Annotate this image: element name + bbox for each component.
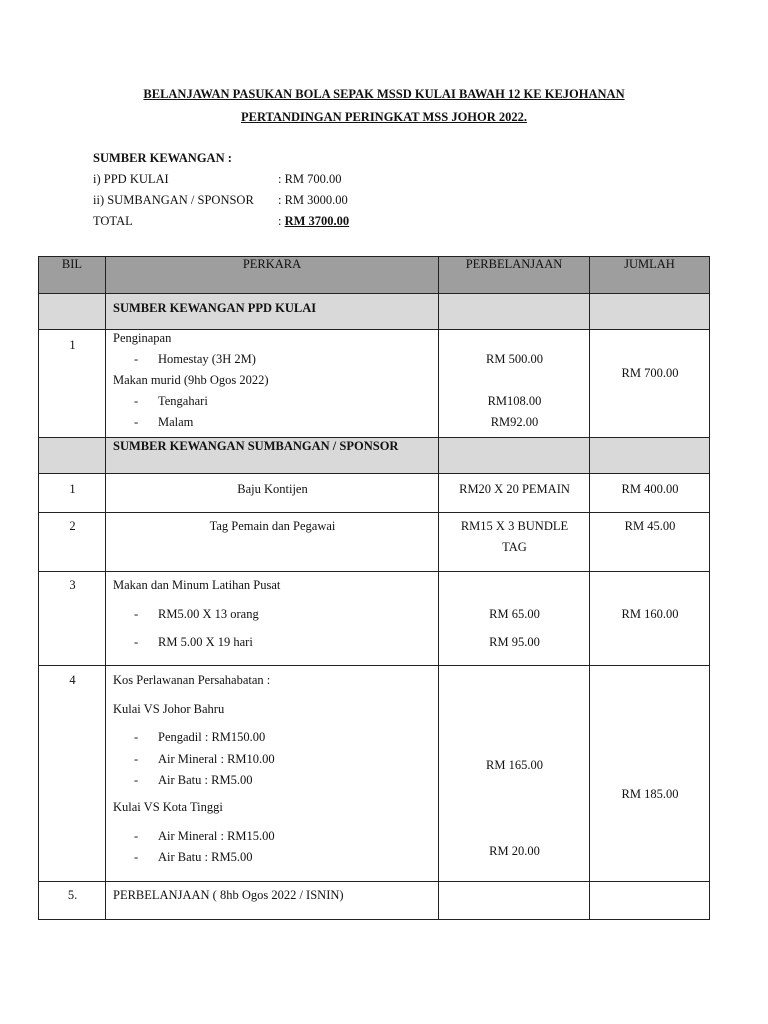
- funding-heading: SUMBER KEWANGAN :: [93, 151, 232, 165]
- empty-cell: [439, 882, 590, 920]
- dash-bullet: -: [134, 415, 139, 429]
- dash-bullet: -: [134, 394, 139, 408]
- item-text: Air Batu : RM5.00: [158, 773, 253, 787]
- empty-cell: [590, 882, 710, 920]
- table-row: [39, 330, 710, 438]
- funding-label: TOTAL: [93, 214, 133, 228]
- funding-value: : RM 700.00: [278, 172, 342, 186]
- item-text: Homestay (3H 2M): [158, 352, 256, 366]
- item-heading: Kos Perlawanan Persahabatan :: [113, 673, 271, 687]
- funding-value: : RM 3000.00: [278, 193, 348, 207]
- funding-row-ppd: [93, 172, 493, 190]
- dash-bullet: -: [134, 850, 139, 864]
- total-value: RM 700.00: [621, 366, 679, 380]
- funding-label: i) PPD KULAI: [93, 172, 169, 186]
- section-empty-cell: [39, 294, 106, 330]
- cost-value: RM108.00: [487, 394, 542, 408]
- section-empty-cell: [439, 438, 590, 474]
- table-row: [39, 666, 710, 882]
- row-bil: 2: [69, 519, 76, 533]
- cost-value: RM 65.00: [489, 607, 540, 621]
- header-perbelanjaan: PERBELANJAAN: [439, 257, 590, 294]
- cost-value: RM 165.00: [486, 758, 543, 772]
- header-bil: BIL: [39, 257, 106, 294]
- funding-total-value: [278, 214, 349, 229]
- table-row: [39, 572, 710, 666]
- table-row: [39, 474, 710, 513]
- item-text: PERBELANJAAN ( 8hb Ogos 2022 / ISNIN): [113, 888, 344, 902]
- funding-total-amount: RM 3700.00: [284, 214, 350, 228]
- match-heading: Kulai VS Johor Bahru: [113, 702, 225, 716]
- dash-bullet: -: [134, 635, 139, 649]
- funding-label: ii) SUMBANGAN / SPONSOR: [93, 193, 254, 207]
- section-row-ppd: [39, 294, 710, 330]
- item-text: RM 5.00 X 19 hari: [158, 635, 253, 649]
- section-empty-cell: [590, 438, 710, 474]
- section-label: [106, 294, 439, 330]
- dash-bullet: -: [134, 752, 139, 766]
- item-text: Air Batu : RM5.00: [158, 850, 253, 864]
- item-heading: Penginapan: [113, 331, 172, 345]
- table-header-row: [39, 257, 710, 294]
- cost-value: RM20 X 20 PEMAIN: [459, 482, 570, 496]
- budget-table: [38, 256, 710, 920]
- cost-value: RM 20.00: [489, 844, 540, 858]
- item-text: Malam: [158, 415, 194, 429]
- cost-value: RM 500.00: [486, 352, 543, 366]
- funding-total-prefix: :: [278, 214, 285, 228]
- header-perkara: PERKARA: [106, 257, 439, 294]
- item-text: Air Mineral : RM15.00: [158, 829, 275, 843]
- match-heading: Kulai VS Kota Tinggi: [113, 800, 223, 814]
- dash-bullet: -: [134, 829, 139, 843]
- section-label: [106, 438, 439, 474]
- item-text: Air Mineral : RM10.00: [158, 752, 275, 766]
- row-bil: 5.: [67, 888, 78, 902]
- item-text: Pengadil : RM150.00: [158, 730, 266, 744]
- total-value: RM 45.00: [624, 519, 676, 533]
- item-heading: Makan murid (9hb Ogos 2022): [113, 373, 269, 387]
- section-empty-cell: [439, 294, 590, 330]
- item-text: Baju Kontijen: [237, 482, 308, 496]
- cost-value: RM92.00: [490, 415, 539, 429]
- section-row-sponsor: [39, 438, 710, 474]
- dash-bullet: -: [134, 352, 139, 366]
- funding-row-sponsor: [93, 193, 493, 211]
- row-bil: 4: [69, 673, 76, 687]
- total-value: RM 400.00: [621, 482, 679, 496]
- dash-bullet: -: [134, 773, 139, 787]
- dash-bullet: -: [134, 607, 139, 621]
- funding-row-total: [93, 214, 493, 232]
- item-heading: Makan dan Minum Latihan Pusat: [113, 578, 281, 592]
- section-empty-cell: [39, 438, 106, 474]
- item-text: Tag Pemain dan Pegawai: [209, 519, 336, 533]
- dash-bullet: -: [134, 730, 139, 744]
- header-jumlah: JUMLAH: [590, 257, 710, 294]
- section-label-text: SUMBER KEWANGAN SUMBANGAN / SPONSOR: [113, 439, 399, 453]
- cost-value: RM 95.00: [489, 635, 540, 649]
- item-text: Tengahari: [158, 394, 208, 408]
- row-bil: 1: [69, 482, 76, 496]
- total-value: RM 160.00: [621, 607, 679, 621]
- item-text: RM5.00 X 13 orang: [158, 607, 259, 621]
- section-empty-cell: [590, 294, 710, 330]
- document-title-line-2: PERTANDINGAN PERINGKAT MSS JOHOR 2022.: [240, 110, 528, 124]
- document-title-line-1: BELANJAWAN PASUKAN BOLA SEPAK MSSD KULAI BAWAH 12 KE KEJOHANAN: [143, 87, 625, 101]
- section-label-text: SUMBER KEWANGAN PPD KULAI: [113, 301, 317, 315]
- table-row: [39, 882, 710, 920]
- total-value: RM 185.00: [621, 787, 679, 801]
- cost-value: RM15 X 3 BUNDLE: [460, 519, 569, 533]
- row-bil: 1: [69, 338, 76, 352]
- row-bil: 3: [69, 578, 76, 592]
- cost-value: TAG: [502, 540, 527, 554]
- table-row: [39, 513, 710, 572]
